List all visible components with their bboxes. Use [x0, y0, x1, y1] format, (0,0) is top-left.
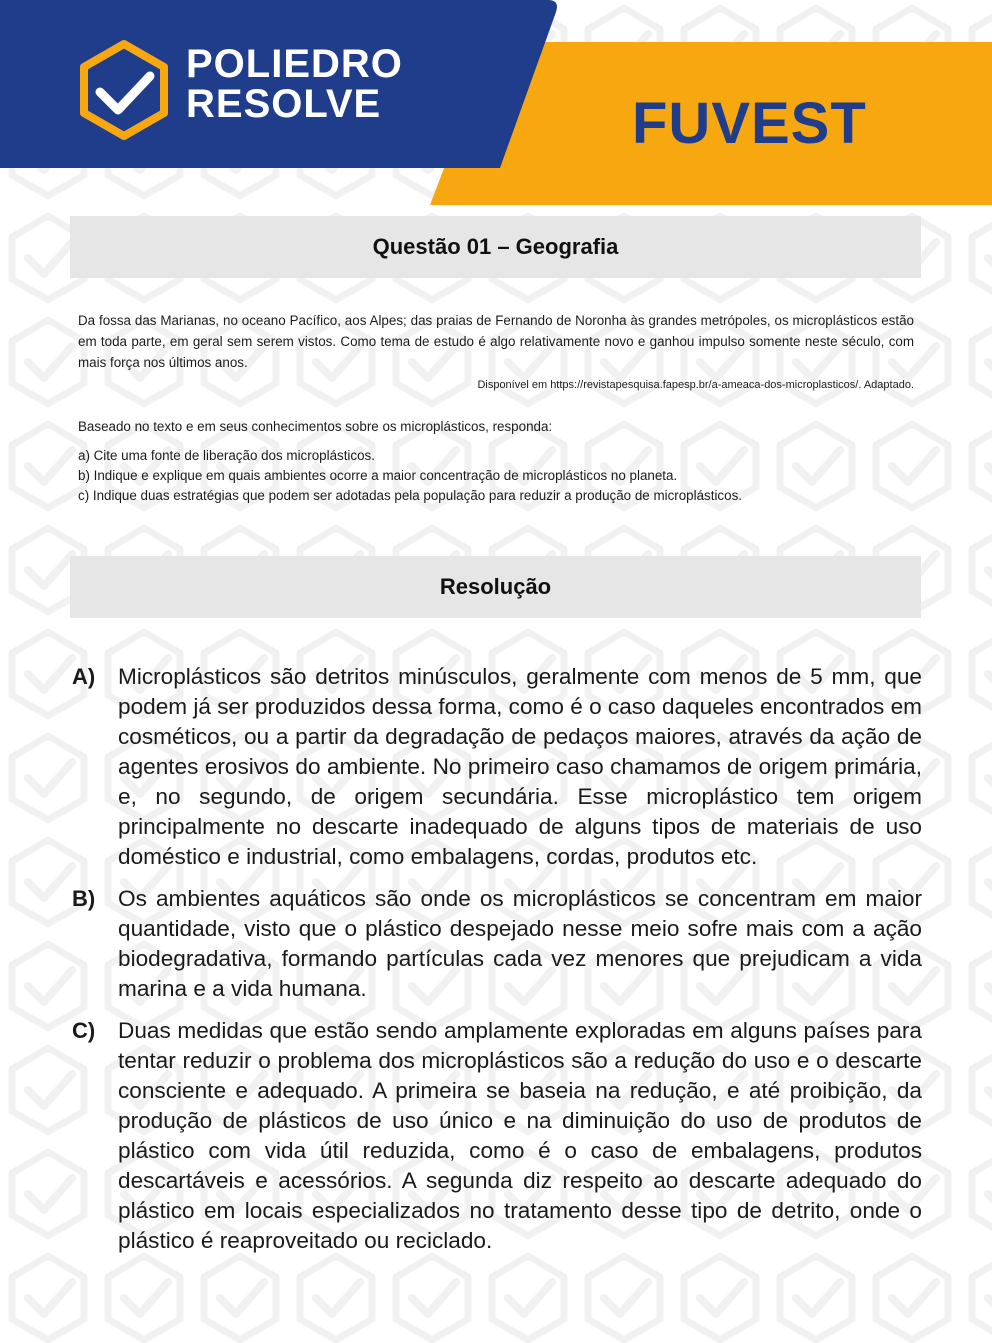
answer-a [72, 662, 922, 872]
question-text: Da fossa das Marianas, no oceano Pacífico, aos Alpes; das praias de Fernando de Noronha às grandes metrópoles, os microplásticos estão em toda parte, em geral sem serem vistos. Como tema de estudo é algo relativamente novo e ganhou impulso somente neste século, com mais força nos últimos anos. [78, 313, 914, 370]
answer-text: Microplásticos são detritos minúsculos, geralmente com menos de 5 mm, que podem já ser produzidos dessa forma, como é o caso daqueles encontrados em cosméticos, ou a partir da degradação de pedaços maiores, através da ação de agentes erosivos do ambiente. No primeiro caso chamamos de origem primária, e, no segundo, de origem secundária. Esse microplástico tem origem principalmente no descarte inadequado de alguns tipos de materiais de uso doméstico e industrial, como embalagens, cordas, produtos etc. [118, 664, 922, 869]
answer-letter: A) [72, 664, 96, 689]
answer-c [72, 1016, 922, 1256]
answer-text: Duas medidas que estão sendo amplamente exploradas em alguns países para tentar reduzir o problema dos microplásticos são a redução do uso e o descarte consciente e adequado. A primeira se baseia na redução, e até proibição, da produção de plásticos de uso único e na diminuição do uso de produtos de plástico com vida útil reduzida, como é o caso de embalagens, produtos descartáveis e acessórios. A segunda diz respeito ao descarte adequado do plástico em locais especializados no tratamento desse tipo de detrito, onde o plástico é reaproveitado ou reciclado. [118, 1018, 922, 1253]
resolution-title: Resolução [439, 574, 552, 599]
answers-list [72, 662, 922, 1268]
answer-letter: B) [72, 886, 96, 911]
brand-logo-text [186, 44, 403, 124]
answer-letter: C) [72, 1018, 96, 1043]
question-item-c: c) Indique duas estratégias que podem ser adotadas pela população para reduzir a produção de microplásticos. [78, 488, 742, 503]
brand-line-2: RESOLVE [186, 82, 382, 126]
exam-name: FUVEST [632, 91, 867, 156]
resolution-title-bar [70, 556, 921, 618]
brand-line-1: POLIEDRO [186, 42, 403, 86]
question-title-bar [70, 216, 921, 278]
question-item-b: b) Indique e explique em quais ambientes ocorre a maior concentração de microplásticos no planeta. [78, 468, 678, 483]
answer-b [72, 884, 922, 1004]
question-items [78, 446, 914, 506]
question-title: Questão 01 – Geografia [372, 234, 619, 259]
question-prompt: Baseado no texto e em seus conhecimentos sobre os microplásticos, responda: [78, 419, 553, 434]
question-source: Disponível em https://revistapesquisa.fapesp.br/a-ameaca-dos-microplasticos/. Adaptado. [477, 379, 914, 391]
answer-text: Os ambientes aquáticos são onde os microplásticos se concentram em maior quantidade, visto que o plástico despejado nesse meio sofre mais com a ação biodegradativa, formando partículas cada vez menores que prejudicam a vida marina e a vida humana. [118, 886, 922, 1001]
question-item-a: a) Cite uma fonte de liberação dos microplásticos. [78, 448, 375, 463]
